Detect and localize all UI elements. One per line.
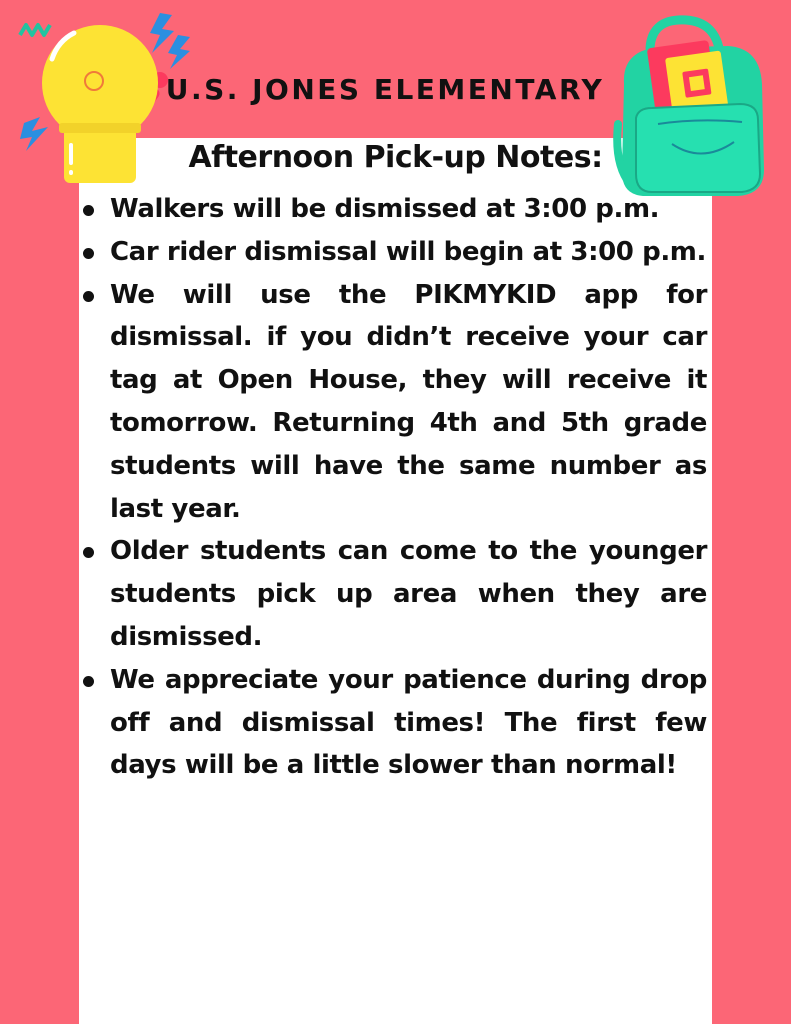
school-name: U.S. JONES ELEMENTARY [165,73,605,106]
list-item: We appreciate your patience during drop off and dismissal times! The first few days will be a little slower than normal! [110,659,707,787]
bullet-icon [83,676,94,687]
bullet-icon [83,248,94,259]
pickup-notes-list [110,188,707,787]
list-item: Walkers will be dismissed at 3:00 p.m. [110,188,707,231]
list-item: We will use the PIKMYKID app for dismissal. if you didn’t receive your car tag at Open House, they will receive it tomorrow. Returning 4th and 5th grade students will have the same number as last year. [110,274,707,531]
bullet-icon [83,205,94,216]
list-item: Older students can come to the younger students pick up area when they are dismissed. [110,530,707,658]
notice-heading: Afternoon Pick-up Notes: [188,140,603,175]
bullet-icon [83,291,94,302]
list-item: Car rider dismissal will begin at 3:00 p.m. [110,231,707,274]
